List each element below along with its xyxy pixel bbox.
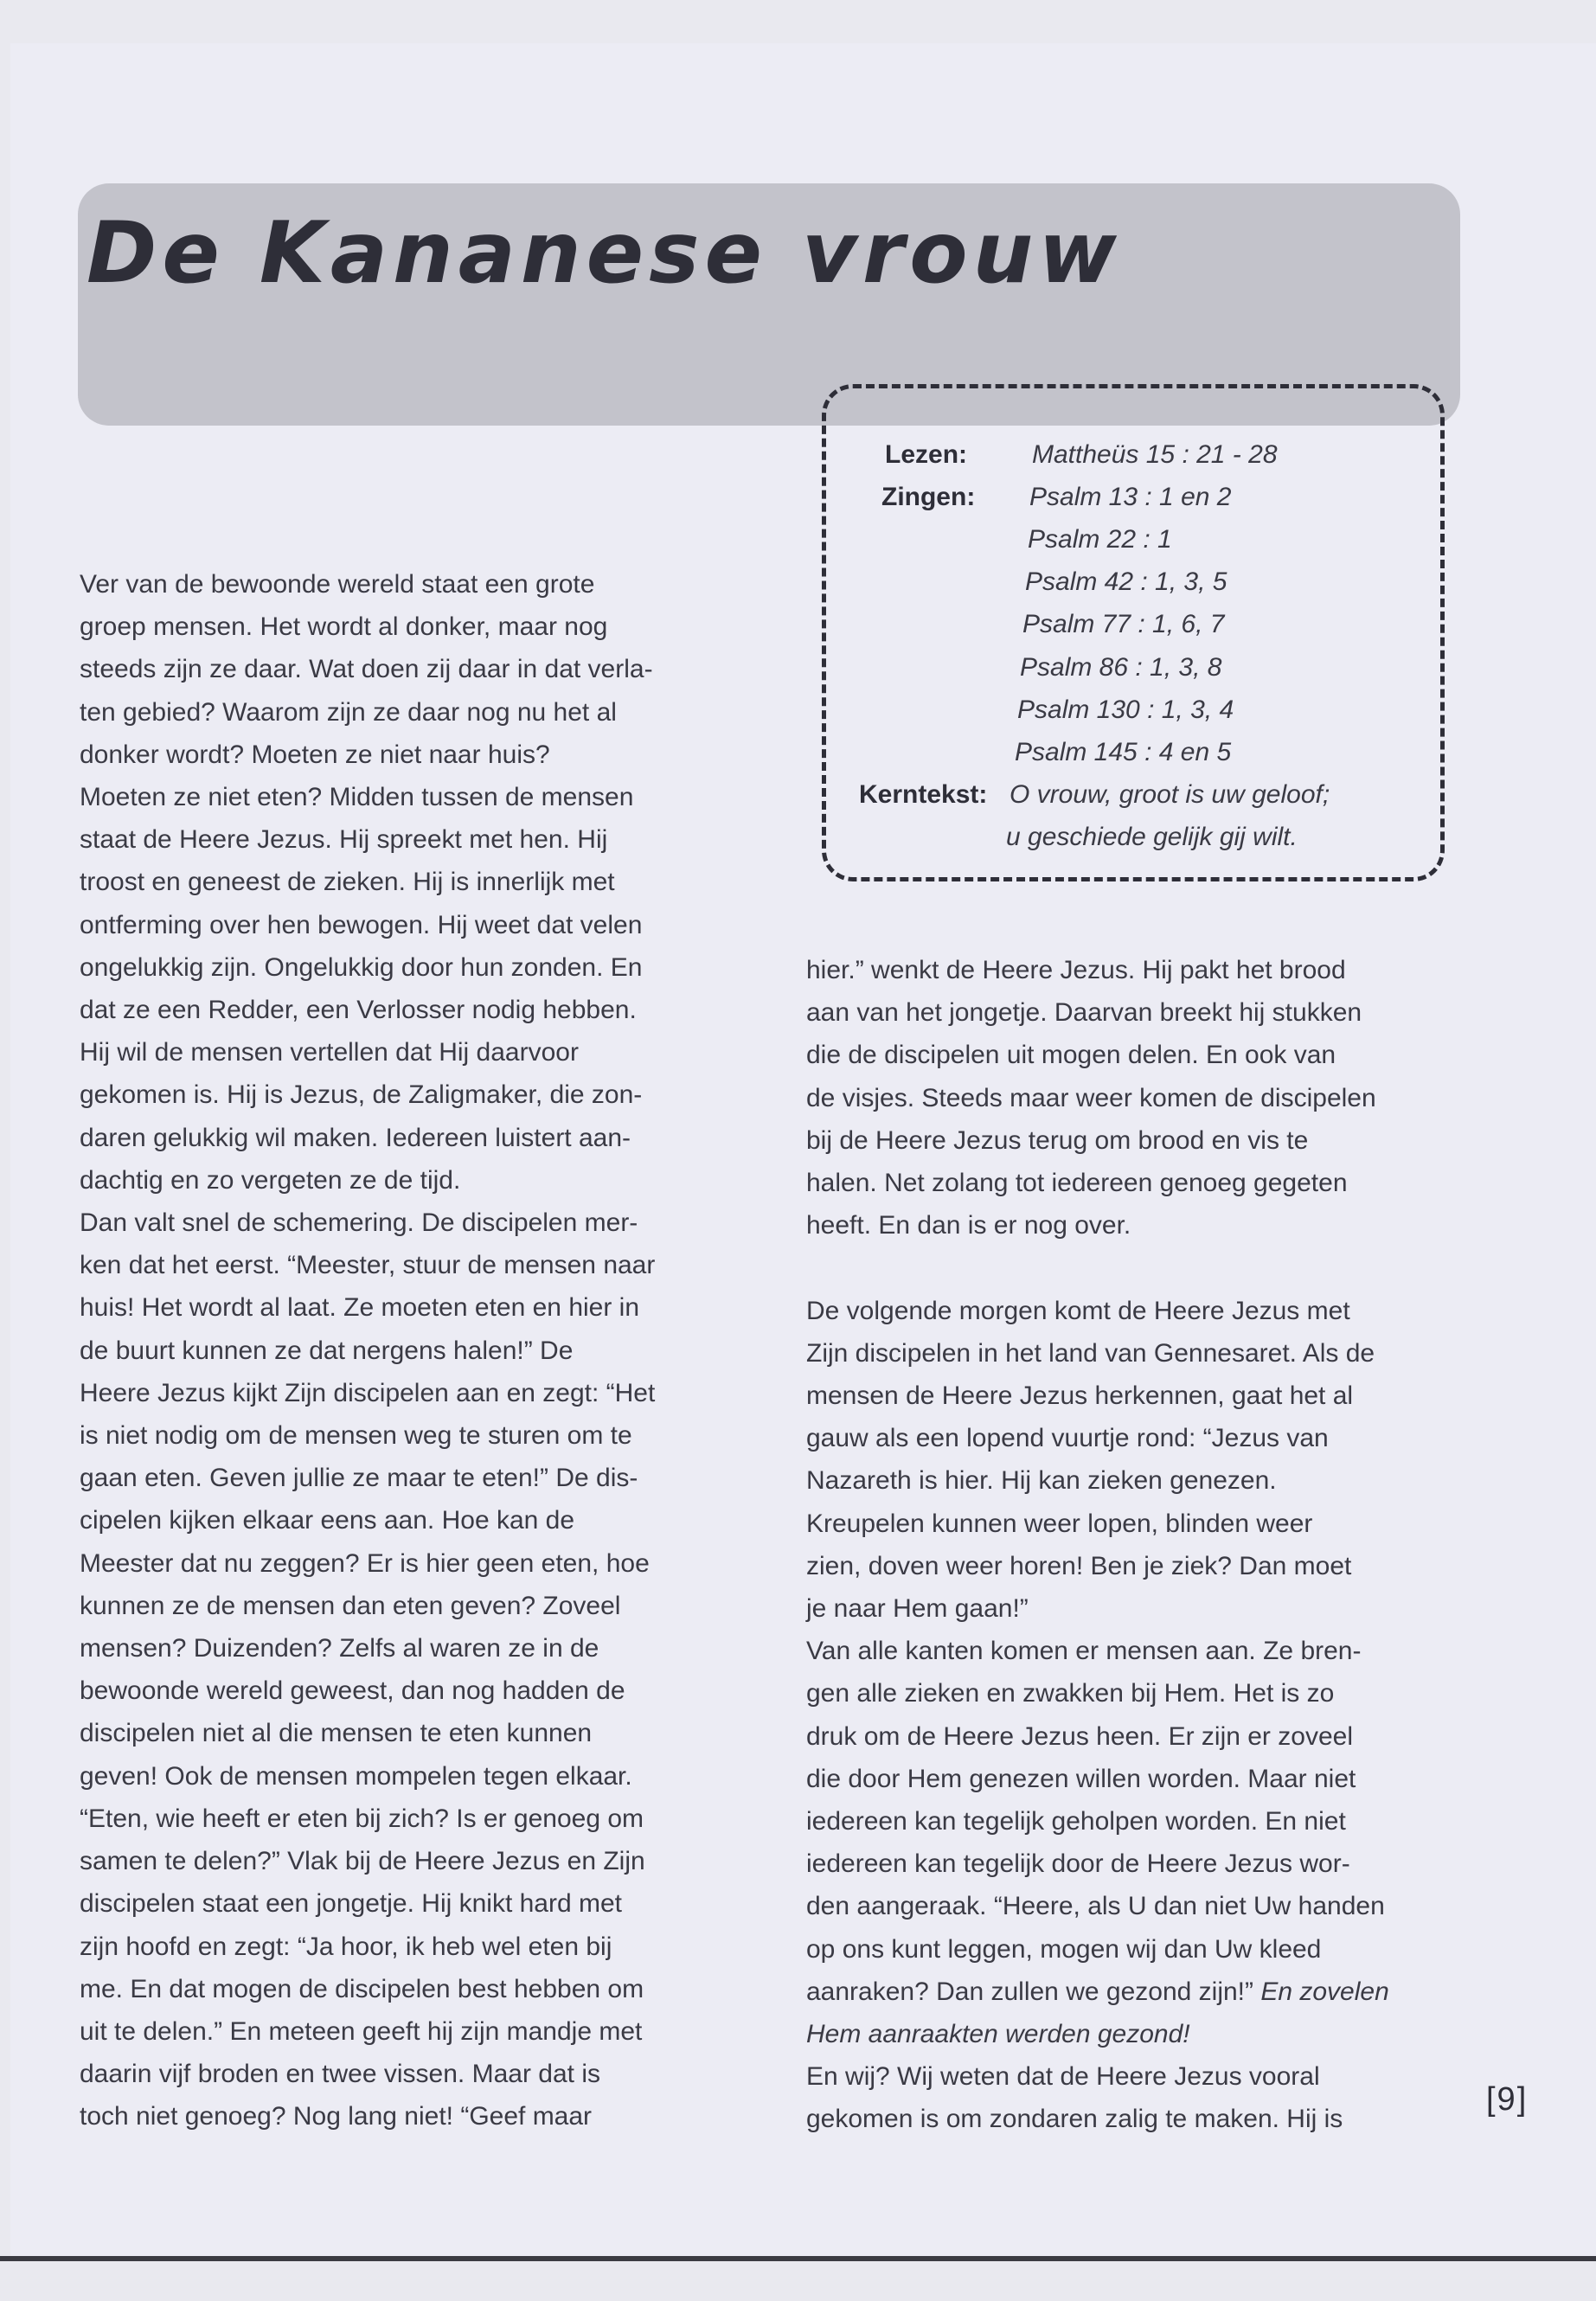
- text-line: zijn hoofd en zegt: “Ja hoor, ik heb wel eten bij: [80, 1932, 612, 1961]
- page-bottom-edge: [0, 2256, 1596, 2261]
- text-line: donker wordt? Moeten ze niet naar huis?: [80, 740, 550, 769]
- text-line: Van alle kanten komen er mensen aan. Ze bren-: [806, 1637, 1362, 1666]
- italic-text: En zovelen: [1260, 1977, 1389, 2006]
- text-line: cipelen kijken elkaar eens aan. Hoe kan de: [80, 1506, 575, 1535]
- zingen-item: Psalm 130 : 1, 3, 4: [1017, 695, 1234, 724]
- text-line: “Eten, wie heeft er eten bij zich? Is er genoeg om: [80, 1804, 644, 1833]
- text-line: iedereen kan tegelijk geholpen worden. En niet: [806, 1807, 1346, 1836]
- text-line: druk om de Heere Jezus heen. Er zijn er zoveel: [806, 1721, 1353, 1751]
- text-line: [806, 1971, 1389, 2013]
- text-line: Zijn discipelen in het land van Gennesaret. Als de: [806, 1338, 1375, 1368]
- text-line: de buurt kunnen ze dat nergens halen!” De: [80, 1336, 574, 1365]
- reading-box: [822, 384, 1445, 881]
- text-line: Hij wil de mensen vertellen dat Hij daarvoor: [80, 1038, 579, 1067]
- text-line: de visjes. Steeds maar weer komen de discipelen: [806, 1083, 1376, 1112]
- lezen-label: Lezen:: [885, 440, 968, 469]
- text-line: ten gebied? Waarom zijn ze daar nog nu het al: [80, 697, 617, 727]
- text-line: staat de Heere Jezus. Hij spreekt met hen. Hij: [80, 825, 608, 855]
- text-line: die door Hem genezen willen worden. Maar niet: [806, 1764, 1356, 1793]
- text-line: discipelen niet al die mensen te eten kunnen: [80, 1719, 593, 1748]
- text-line: Dan valt snel de schemering. De discipelen mer-: [80, 1208, 638, 1238]
- text-line: troost en geneest de zieken. Hij is innerlijk met: [80, 868, 615, 897]
- text-line: Moeten ze niet eten? Midden tussen de mensen: [80, 783, 634, 812]
- text-line: toch niet genoeg? Nog lang niet! “Geef maar: [80, 2102, 593, 2131]
- text-line: kunnen ze de mensen dan eten geven? Zoveel: [80, 1591, 621, 1620]
- text-line: die de discipelen uit mogen delen. En ook van: [806, 1041, 1336, 1070]
- text-line: aan van het jongetje. Daarvan breekt hij stukken: [806, 998, 1362, 1028]
- text-line: gen alle zieken en zwakken bij Hem. Het is zo: [806, 1679, 1335, 1708]
- zingen-item: Psalm 86 : 1, 3, 8: [1020, 653, 1222, 682]
- text-line: De volgende morgen komt de Heere Jezus met: [806, 1296, 1350, 1325]
- zingen-item: Psalm 22 : 1: [1028, 525, 1172, 554]
- paragraph-gap: [806, 1247, 1389, 1289]
- text-line: dat ze een Redder, een Verlosser nodig hebben.: [80, 996, 637, 1025]
- text-line: daarin vijf broden en twee vissen. Maar dat is: [80, 2060, 600, 2089]
- text-line: op ons kunt leggen, mogen wij dan Uw kleed: [806, 1934, 1322, 1964]
- zingen-item: Psalm 42 : 1, 3, 5: [1025, 567, 1227, 596]
- text-line: En wij? Wij weten dat de Heere Jezus vooral: [806, 2062, 1320, 2092]
- text-line: discipelen staat een jongetje. Hij knikt hard met: [80, 1889, 623, 1919]
- text-line: groep mensen. Het wordt al donker, maar nog: [80, 612, 608, 642]
- page-title: De Kananese vrouw: [87, 204, 1122, 303]
- text-line: bij de Heere Jezus terug om brood en vis te: [806, 1125, 1309, 1155]
- zingen-item: Psalm 13 : 1 en 2: [1029, 483, 1232, 511]
- text-line: Meester dat nu zeggen? Er is hier geen eten, hoe: [80, 1548, 650, 1578]
- page-number: [9]: [1486, 2081, 1529, 2118]
- text-line: is niet nodig om de mensen weg te sturen om te: [80, 1421, 632, 1451]
- text-line: hier.” wenkt de Heere Jezus. Hij pakt het brood: [806, 956, 1346, 984]
- text-line: gekomen is om zondaren zalig te maken. Hij is: [806, 2105, 1343, 2134]
- text-line: gaan eten. Geven jullie ze maar te eten!” De dis-: [80, 1464, 638, 1493]
- text-line: Heere Jezus kijkt Zijn discipelen aan en zegt: “Het: [80, 1378, 656, 1407]
- text-line: samen te delen?” Vlak bij de Heere Jezus en Zijn: [80, 1847, 645, 1876]
- text-line: iedereen kan tegelijk door de Heere Jezus wor-: [806, 1849, 1350, 1879]
- text-line: Nazareth is hier. Hij kan zieken genezen.: [806, 1466, 1277, 1496]
- text-line: Kreupelen kunnen weer lopen, blinden weer: [806, 1509, 1313, 1538]
- text-line: uit te delen.” En meteen geeft hij zijn mandje met: [80, 2016, 643, 2046]
- text-line: dachtig en zo vergeten ze de tijd.: [80, 1165, 461, 1195]
- lezen-value: Mattheüs 15 : 21 - 28: [1032, 440, 1278, 469]
- text-line: mensen? Duizenden? Zelfs al waren ze in de: [80, 1634, 599, 1663]
- text-line: je naar Hem gaan!”: [806, 1594, 1029, 1624]
- text-line: gekomen is. Hij is Jezus, de Zaligmaker, die zon-: [80, 1080, 643, 1110]
- text-line: halen. Net zolang tot iedereen genoeg gegeten: [806, 1169, 1348, 1198]
- zingen-item: Psalm 77 : 1, 6, 7: [1022, 610, 1225, 638]
- text-line: heeft. En dan is er nog over.: [806, 1211, 1131, 1240]
- text-line: gauw als een lopend vuurtje rond: “Jezus van: [806, 1424, 1329, 1453]
- text-line: ontferming over hen bewogen. Hij weet dat velen: [80, 910, 643, 939]
- text-line: bewoonde wereld geweest, dan nog hadden de: [80, 1676, 625, 1706]
- text-line: steeds zijn ze daar. Wat doen zij daar in dat verla-: [80, 655, 653, 684]
- zingen-label: Zingen:: [881, 483, 976, 511]
- kerntekst-label: Kerntekst:: [859, 780, 988, 809]
- text-line: huis! Het wordt al laat. Ze moeten eten en hier in: [80, 1293, 640, 1323]
- text-line: den aangeraak. “Heere, als U dan niet Uw handen: [806, 1892, 1385, 1921]
- text-line: geven! Ook de mensen mompelen tegen elkaar.: [80, 1761, 632, 1791]
- text-line: me. En dat mogen de discipelen best hebben om: [80, 1974, 644, 2003]
- text-line: zien, doven weer horen! Ben je ziek? Dan moet: [806, 1551, 1352, 1580]
- text-line: ken dat het eerst. “Meester, stuur de mensen naar: [80, 1251, 656, 1280]
- text-line: mensen de Heere Jezus herkennen, gaat het al: [806, 1381, 1354, 1411]
- text-line: Ver van de bewoonde wereld staat een grote: [80, 570, 595, 599]
- italic-text: Hem aanraakten werden gezond!: [806, 2020, 1190, 2049]
- zingen-item: Psalm 145 : 4 en 5: [1015, 738, 1232, 766]
- left-column: [80, 563, 655, 2138]
- text-line: [806, 2013, 1389, 2055]
- kerntekst-line: O vrouw, groot is uw geloof;: [1010, 780, 1330, 809]
- text-line: daren gelukkig wil maken. Iedereen luistert aan-: [80, 1123, 631, 1152]
- text-line: ongelukkig zijn. Ongelukkig door hun zonden. En: [80, 952, 643, 982]
- kerntekst-line: u geschiede gelijk gij wilt.: [1006, 823, 1298, 851]
- right-column: [806, 949, 1389, 2141]
- text-span: aanraken? Dan zullen we gezond zijn!”: [806, 1977, 1253, 2006]
